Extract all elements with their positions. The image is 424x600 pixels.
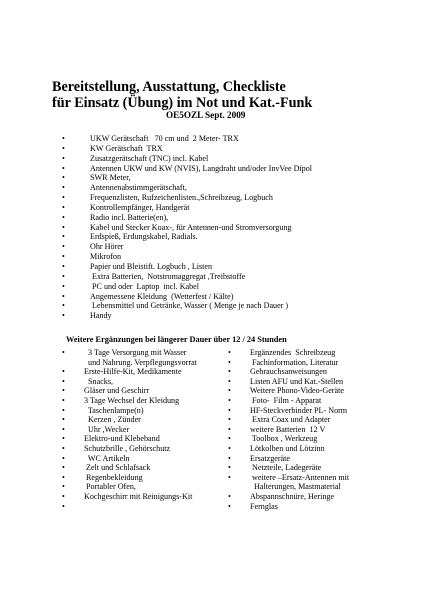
- bullet-icon: •: [228, 472, 231, 482]
- extended-item: [62, 386, 197, 396]
- checklist-item: [62, 134, 312, 144]
- bullet-icon: •: [62, 134, 65, 143]
- checklist-item: [62, 173, 312, 183]
- extended-item: [62, 473, 197, 483]
- extended-item: [228, 367, 349, 377]
- extended-item: [62, 406, 197, 416]
- extended-item: [62, 367, 197, 377]
- bullet-icon: •: [62, 376, 65, 386]
- list-item-text: Zelt und Schlafsack: [84, 463, 151, 473]
- extended-item: [62, 482, 197, 492]
- checklist-item-text: Antennenabstimmgerätschaft,: [90, 183, 187, 193]
- list-item-text: Netzteile, Ladegeräte: [250, 463, 322, 473]
- checklist-item-text: Kontrollempfänger, Handgerät: [90, 202, 190, 212]
- bullet-icon: •: [62, 232, 65, 242]
- list-item-text: Weitere Phono-Video-Geräte: [250, 386, 344, 396]
- list-item-text: Portabler Ofen,: [84, 482, 136, 492]
- bullet-icon: •: [62, 386, 65, 396]
- extended-item: [228, 396, 349, 406]
- list-item-text: Taschenlampe(n): [84, 405, 144, 415]
- bullet-icon: •: [62, 222, 65, 232]
- extended-item: [228, 358, 349, 368]
- extended-item: [62, 415, 197, 425]
- checklist-item-text: Frequenzlisten, Rufzeichenlisten.,Schreibzeug, Logbuch: [90, 193, 273, 203]
- bullet-icon: •: [62, 193, 65, 203]
- bullet-icon: •: [62, 472, 65, 482]
- page-title: [52, 79, 412, 111]
- list-item-text: weitere –Ersatz-Antennen mit: [250, 472, 350, 482]
- list-item-text: Halterungen, Mastmaterial: [250, 482, 341, 492]
- checklist-item-text: KW Gerätschaft TRX: [90, 143, 163, 153]
- bullet-icon: •: [228, 501, 231, 511]
- checklist-item-text: Erdspieß, Erdungskabel, Radials.: [90, 232, 198, 242]
- bullet-icon: •: [62, 163, 65, 173]
- extended-item: [228, 492, 349, 502]
- bullet-icon: •: [62, 395, 65, 405]
- bullet-icon: •: [62, 424, 65, 434]
- bullet-icon: •: [62, 291, 65, 301]
- bullet-icon: •: [62, 348, 65, 357]
- checklist-item: [62, 193, 312, 203]
- list-item-text: 3 Tage Versorgung mit Wasser: [84, 348, 187, 357]
- extended-list-left: [62, 348, 197, 511]
- bullet-icon: •: [62, 212, 65, 222]
- extended-item: [62, 454, 197, 464]
- bullet-icon: •: [62, 443, 65, 453]
- bullet-icon: •: [62, 415, 65, 425]
- extended-item: [62, 444, 197, 454]
- list-item-text: weitere Batterien 12 V: [250, 424, 326, 434]
- bullet-icon: •: [62, 311, 65, 321]
- equipment-checklist: [62, 134, 312, 321]
- checklist-item-text: PC und oder Laptop incl. Kabel: [90, 281, 200, 291]
- checklist-item: [62, 292, 312, 302]
- list-item-text: Fachinformation, Literatur: [250, 357, 339, 367]
- bullet-icon: •: [62, 367, 65, 377]
- list-item-text: Kerzen , Zünder: [84, 415, 141, 425]
- list-item-text: Foto- Film - Apparat: [250, 395, 322, 405]
- bullet-icon: •: [62, 183, 65, 193]
- bullet-icon: •: [62, 281, 65, 291]
- bullet-icon: •: [62, 482, 65, 492]
- list-item-text: Extra Coax und Adapter: [250, 415, 331, 425]
- bullet-icon: •: [228, 463, 231, 473]
- checklist-item: [62, 213, 312, 223]
- bullet-icon: •: [228, 395, 231, 405]
- list-item-text: Kochgeschirr mit Reinigungs-Kit: [84, 491, 193, 501]
- bullet-icon: •: [62, 153, 65, 163]
- list-item-text: und Nahrung. Verpflegungsvorrat: [84, 357, 197, 367]
- list-item-text: Ergänzendes Schreibzeug: [250, 348, 336, 357]
- bullet-icon: •: [62, 405, 65, 415]
- checklist-item: [62, 262, 312, 272]
- extended-item: [228, 434, 349, 444]
- checklist-item-text: Lebensmittel und Getränke, Wasser ( Menge je nach Dauer ): [90, 301, 289, 311]
- extended-item: [228, 454, 349, 464]
- list-item-text: Abspannschnüre, Heringe: [250, 491, 335, 501]
- checklist-item-text: Mikrofon: [90, 252, 122, 262]
- bullet-icon: •: [228, 453, 231, 463]
- checklist-item-text: UKW Gerätschaft 70 cm und 2 Meter- TRX: [90, 134, 239, 143]
- bullet-icon: •: [228, 415, 231, 425]
- bullet-icon: •: [62, 434, 65, 444]
- bullet-icon: •: [228, 491, 231, 501]
- bullet-icon: •: [228, 405, 231, 415]
- bullet-icon: •: [228, 434, 231, 444]
- bullet-icon: •: [228, 443, 231, 453]
- checklist-item: [62, 272, 312, 282]
- checklist-item-text: Extra Batterien, Notstromaggregat ,Treibstoffe: [90, 271, 246, 281]
- checklist-item: [62, 154, 312, 164]
- checklist-item: [62, 144, 312, 154]
- extended-list-right: [228, 348, 349, 511]
- list-item-text: Fernglas: [250, 501, 278, 511]
- list-item-text: HF-Steckverbinder PL- Norm: [250, 405, 348, 415]
- extended-item: [62, 463, 197, 473]
- extended-item: [62, 434, 197, 444]
- checklist-item-text: Antennen UKW und KW (NVIS), Langdraht und/oder InvVee Dipol: [90, 163, 313, 173]
- bullet-icon: •: [228, 424, 231, 434]
- bullet-icon: •: [228, 348, 231, 357]
- list-item-text: Uhr ,Wecker: [84, 424, 130, 434]
- title-line-1: Bereitstellung, Ausstattung, Checkliste: [52, 79, 286, 95]
- checklist-item: [62, 282, 312, 292]
- extended-section-heading: Weitere Ergänzungen bei längerer Dauer über 12 / 24 Stunden: [66, 335, 287, 344]
- extended-item: [228, 386, 349, 396]
- extended-item: [62, 396, 197, 406]
- bullet-icon: •: [62, 202, 65, 212]
- checklist-item: [62, 232, 312, 242]
- bullet-icon: •: [228, 376, 231, 386]
- bullet-icon: •: [62, 242, 65, 252]
- bullet-icon: •: [62, 143, 65, 153]
- checklist-item-text: Handy: [90, 311, 112, 321]
- bullet-icon: •: [62, 501, 65, 511]
- bullet-icon: •: [228, 367, 231, 377]
- checklist-item: [62, 223, 312, 233]
- checklist-item-text: Zusatzgerätschaft (TNC) incl. Kabel: [90, 153, 209, 163]
- list-item-text: Listen AFU und Kat.-Stellen: [250, 376, 344, 386]
- checklist-item-text: Radio incl. Batterie(en),: [90, 212, 169, 222]
- checklist-item: [62, 252, 312, 262]
- extended-item: [62, 348, 197, 367]
- bullet-icon: •: [62, 491, 65, 501]
- checklist-item: [62, 183, 312, 193]
- extended-item: [228, 473, 349, 492]
- extended-item: [62, 377, 197, 387]
- list-item-text: Toolbox , Werkzeug: [250, 434, 318, 444]
- bullet-icon: •: [62, 261, 65, 271]
- bullet-icon: •: [62, 252, 65, 262]
- extended-item: [228, 348, 349, 358]
- list-item-text: 3 Tage Wechsel der Kleidung: [84, 395, 180, 405]
- list-item-text: Lötkolben und Lötzinn: [250, 443, 325, 453]
- bullet-icon: •: [62, 301, 65, 311]
- checklist-item-text: Angemessene Kleidung (Wetterfest / Kälte): [90, 291, 234, 301]
- list-item-text: Snacks,: [84, 376, 113, 386]
- checklist-item-text: Kabel und Stecker Koax-, für Antennen-und Stromversorgung: [90, 222, 292, 232]
- checklist-item-text: Ohr Hörer: [90, 242, 124, 252]
- extended-item: [228, 425, 349, 435]
- list-item-text: Elektro-und Klebeband: [84, 434, 160, 444]
- list-item-text: Gläser und Geschirr: [84, 386, 150, 396]
- bullet-icon: •: [62, 271, 65, 281]
- document-subtitle: OE5OZL Sept. 2009: [166, 110, 246, 120]
- bullet-icon: •: [228, 386, 231, 396]
- list-item-text: Regenbekleidung: [84, 472, 143, 482]
- list-item-text: Ersatzgeräte: [250, 453, 290, 463]
- extended-item: [228, 444, 349, 454]
- extended-item: [228, 406, 349, 416]
- checklist-item: [62, 301, 312, 311]
- checklist-item-text: SWR Meter,: [90, 173, 131, 183]
- bullet-icon: •: [62, 453, 65, 463]
- extended-item: [62, 425, 197, 435]
- list-item-text: Schutzbrille , Gehörschutz: [84, 443, 171, 453]
- list-item-text: WC Artikeln: [84, 453, 130, 463]
- checklist-item: [62, 164, 312, 174]
- list-item-text: Gebrauchsanweisungen: [250, 367, 327, 377]
- bullet-icon: •: [62, 463, 65, 473]
- checklist-item-text: Papier und Bleistift. Logbuch , Listen: [90, 261, 213, 271]
- checklist-item: [62, 242, 312, 252]
- extended-item: [228, 502, 349, 512]
- list-item-text: Erste-Hilfe-Kit, Medikamente: [84, 367, 182, 377]
- bullet-icon: •: [62, 173, 65, 183]
- extended-item: [62, 492, 197, 502]
- checklist-item: [62, 203, 312, 213]
- extended-item: [228, 377, 349, 387]
- title-line-2: für Einsatz (Übung) im Not und Kat.-Funk: [52, 95, 313, 111]
- extended-item: [228, 415, 349, 425]
- bullet-icon: •: [228, 357, 231, 367]
- extended-item: [228, 463, 349, 473]
- checklist-item: [62, 311, 312, 321]
